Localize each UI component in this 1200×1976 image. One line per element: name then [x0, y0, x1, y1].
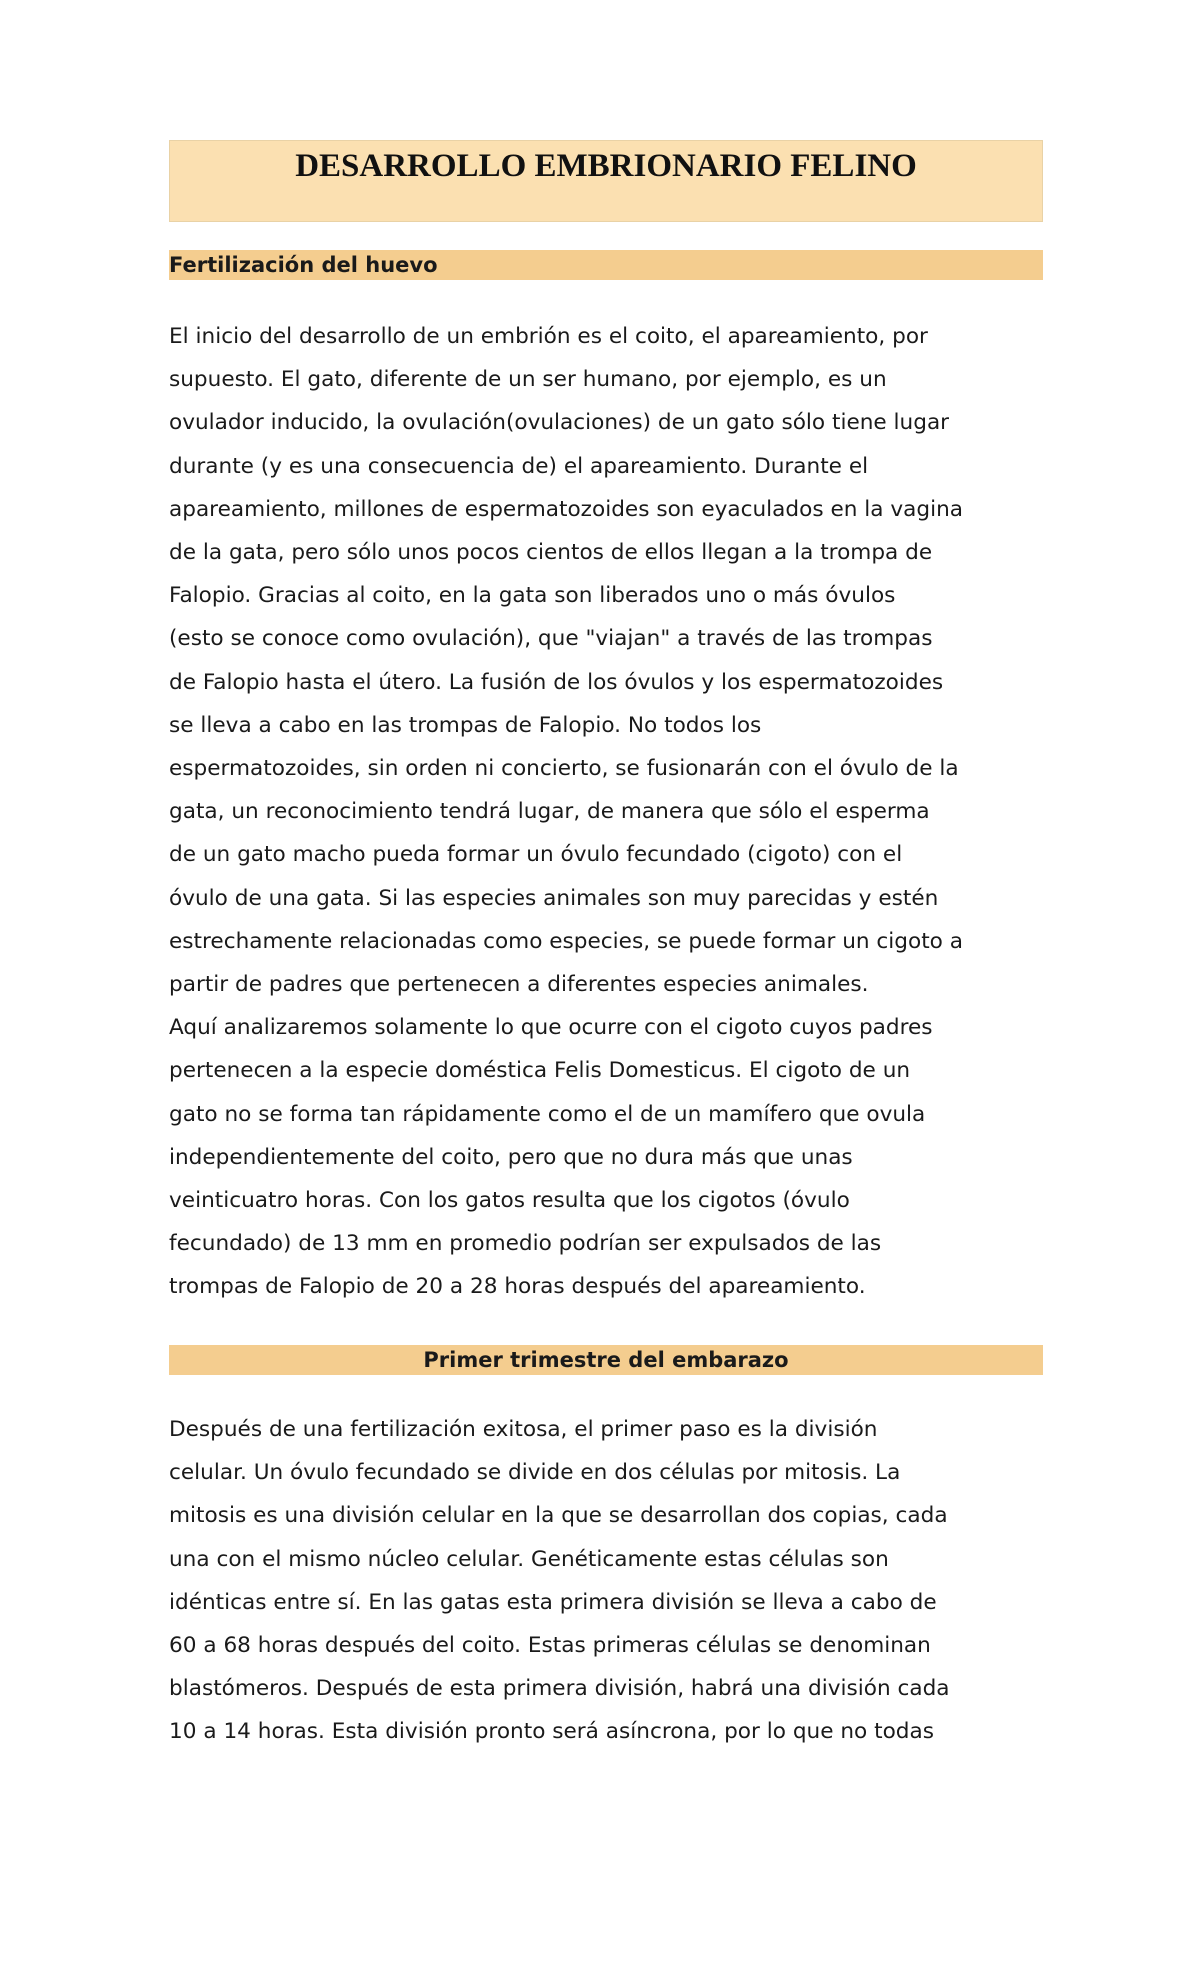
text-line: se lleva a cabo en las trompas de Falopio. No todos los: [169, 712, 762, 738]
text-line: celular. Un óvulo fecundado se divide en dos células por mitosis. La: [169, 1460, 901, 1486]
text-line: partir de padres que pertenecen a diferentes especies animales.: [169, 972, 869, 998]
text-line: gato no se forma tan rápidamente como el de un mamífero que ovula: [169, 1101, 926, 1127]
text-line: fecundado) de 13 mm en promedio podrían ser expulsados de las: [169, 1231, 882, 1257]
section-heading-first-trimester: Primer trimestre del embarazo: [169, 1345, 1043, 1375]
document-title-box: [169, 140, 1043, 222]
text-line: de un gato macho pueda formar un óvulo fecundado (cigoto) con el: [169, 842, 903, 868]
text-line: blastómeros. Después de esta primera división, habrá una división cada: [169, 1676, 950, 1702]
section-body-first-trimester: [169, 1408, 1049, 1754]
text-line: 10 a 14 horas. Esta división pronto será asíncrona, por lo que no todas: [169, 1719, 934, 1745]
text-line: Falopio. Gracias al coito, en la gata son liberados uno o más óvulos: [169, 583, 896, 609]
text-line: mitosis es una división celular en la que se desarrollan dos copias, cada: [169, 1503, 948, 1529]
text-line: El inicio del desarrollo de un embrión es el coito, el apareamiento, por: [169, 324, 928, 349]
text-line: (esto se conoce como ovulación), que "viajan" a través de las trompas: [169, 626, 933, 652]
text-line: trompas de Falopio de 20 a 28 horas después del apareamiento.: [169, 1274, 866, 1300]
text-line: supuesto. El gato, diferente de un ser humano, por ejemplo, es un: [169, 367, 887, 393]
text-line: durante (y es una consecuencia de) el apareamiento. Durante el: [169, 453, 869, 479]
text-line: apareamiento, millones de espermatozoides son eyaculados en la vagina: [169, 496, 964, 522]
text-line: espermatozoides, sin orden ni concierto, se fusionarán con el óvulo de la: [169, 756, 959, 782]
text-line: estrechamente relacionadas como especies, se puede formar un cigoto a: [169, 928, 963, 954]
text-line: pertenecen a la especie doméstica Felis Domesticus. El cigoto de un: [169, 1058, 911, 1084]
text-line: ovulador inducido, la ovulación(ovulaciones) de un gato sólo tiene lugar: [169, 410, 950, 436]
text-line: de la gata, pero sólo unos pocos cientos de ellos llegan a la trompa de: [169, 540, 933, 566]
text-line: idénticas entre sí. En las gatas esta primera división se lleva a cabo de: [169, 1589, 937, 1615]
text-line: Aquí analizaremos solamente lo que ocurre con el cigoto cuyos padres: [169, 1015, 933, 1041]
text-line: una con el mismo núcleo celular. Genéticamente estas células son: [169, 1546, 889, 1572]
text-line: Después de una fertilización exitosa, el primer paso es la división: [169, 1417, 878, 1442]
text-line: independientemente del coito, pero que no dura más que unas: [169, 1144, 853, 1170]
text-line: 60 a 68 horas después del coito. Estas primeras células se denominan: [169, 1633, 931, 1659]
text-line: veinticuatro horas. Con los gatos resulta que los cigotos (óvulo: [169, 1188, 850, 1214]
text-line: de Falopio hasta el útero. La fusión de los óvulos y los espermatozoides: [169, 669, 944, 695]
section-heading-fertilization: Fertilización del huevo: [169, 250, 1043, 280]
text-line: gata, un reconocimiento tendrá lugar, de manera que sólo el esperma: [169, 799, 930, 825]
document-title: DESARROLLO EMBRIONARIO FELINO: [295, 148, 917, 184]
section-body-fertilization: [169, 315, 1049, 1309]
text-line: óvulo de una gata. Si las especies animales son muy parecidas y estén: [169, 885, 939, 911]
